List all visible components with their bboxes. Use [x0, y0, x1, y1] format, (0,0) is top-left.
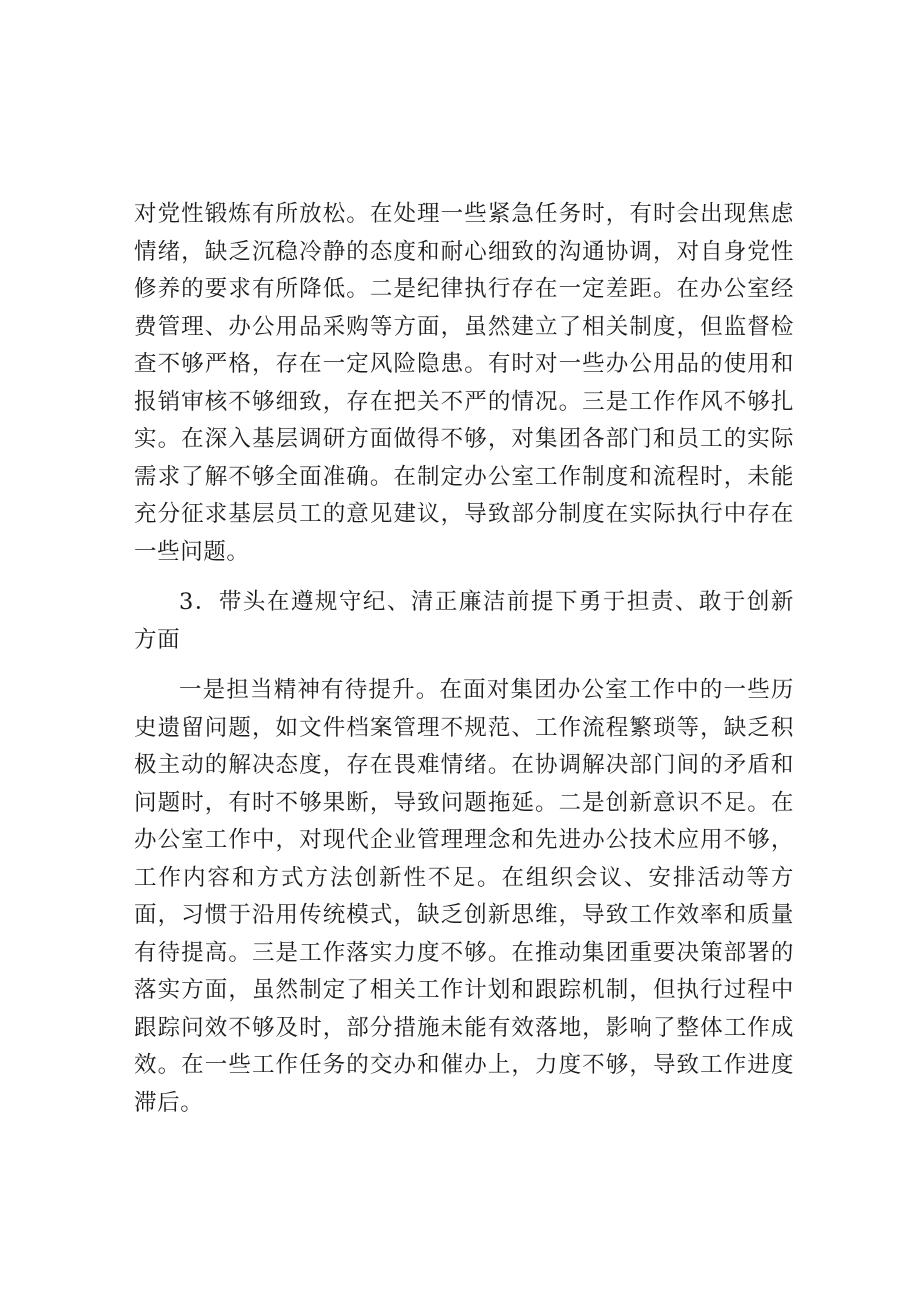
section-heading: 3．带头在遵规守纪、清正廉洁前提下勇于担责、敢于创新方面 [134, 589, 794, 653]
body-paragraph: 一是担当精神有待提升。在面对集团办公室工作中的一些历史遗留问题，如文件档案管理不规范、工作流程繁琐等，缺乏积极主动的解决态度，存在畏难情绪。在协调解决部门间的矛盾和问题时，有时不够果断，导致问题拖延。二是创新意识不足。在办公室工作中，对现代企业管理理念和先进办公技术应用不够，工作内容和方式方法创新性不足。在组织会议、安排活动等方面，习惯于沿用传统模式，缺乏创新思维，导致工作效率和质量有待提高。三是工作落实力度不够。在推动集团重要决策部署的落实方面，虽然制定了相关工作计划和跟踪机制，但执行过程中跟踪问效不够及时，部分措施未能有效落地，影响了整体工作成效。在一些工作任务的交办和催办上，力度不够，导致工作进度滞后。 [134, 677, 794, 1116]
body-paragraph: 对党性锻炼有所放松。在处理一些紧急任务时，有时会出现焦虑情绪，缺乏沉稳冷静的态度和耐心细致的沟通协调，对自身党性修养的要求有所降低。二是纪律执行存在一定差距。在办公室经费管理、办公用品采购等方面，虽然建立了相关制度，但监督检查不够严格，存在一定风险隐患。有时对一些办公用品的使用和报销审核不够细致，存在把关不严的情况。三是工作作风不够扎实。在深入基层调研方面做得不够，对集团各部门和员工的实际需求了解不够全面准确。在制定办公室工作制度和流程时，未能充分征求基层员工的意见建议，导致部分制度在实际执行中存在一些问题。 [134, 201, 794, 565]
document-body [134, 196, 794, 1122]
